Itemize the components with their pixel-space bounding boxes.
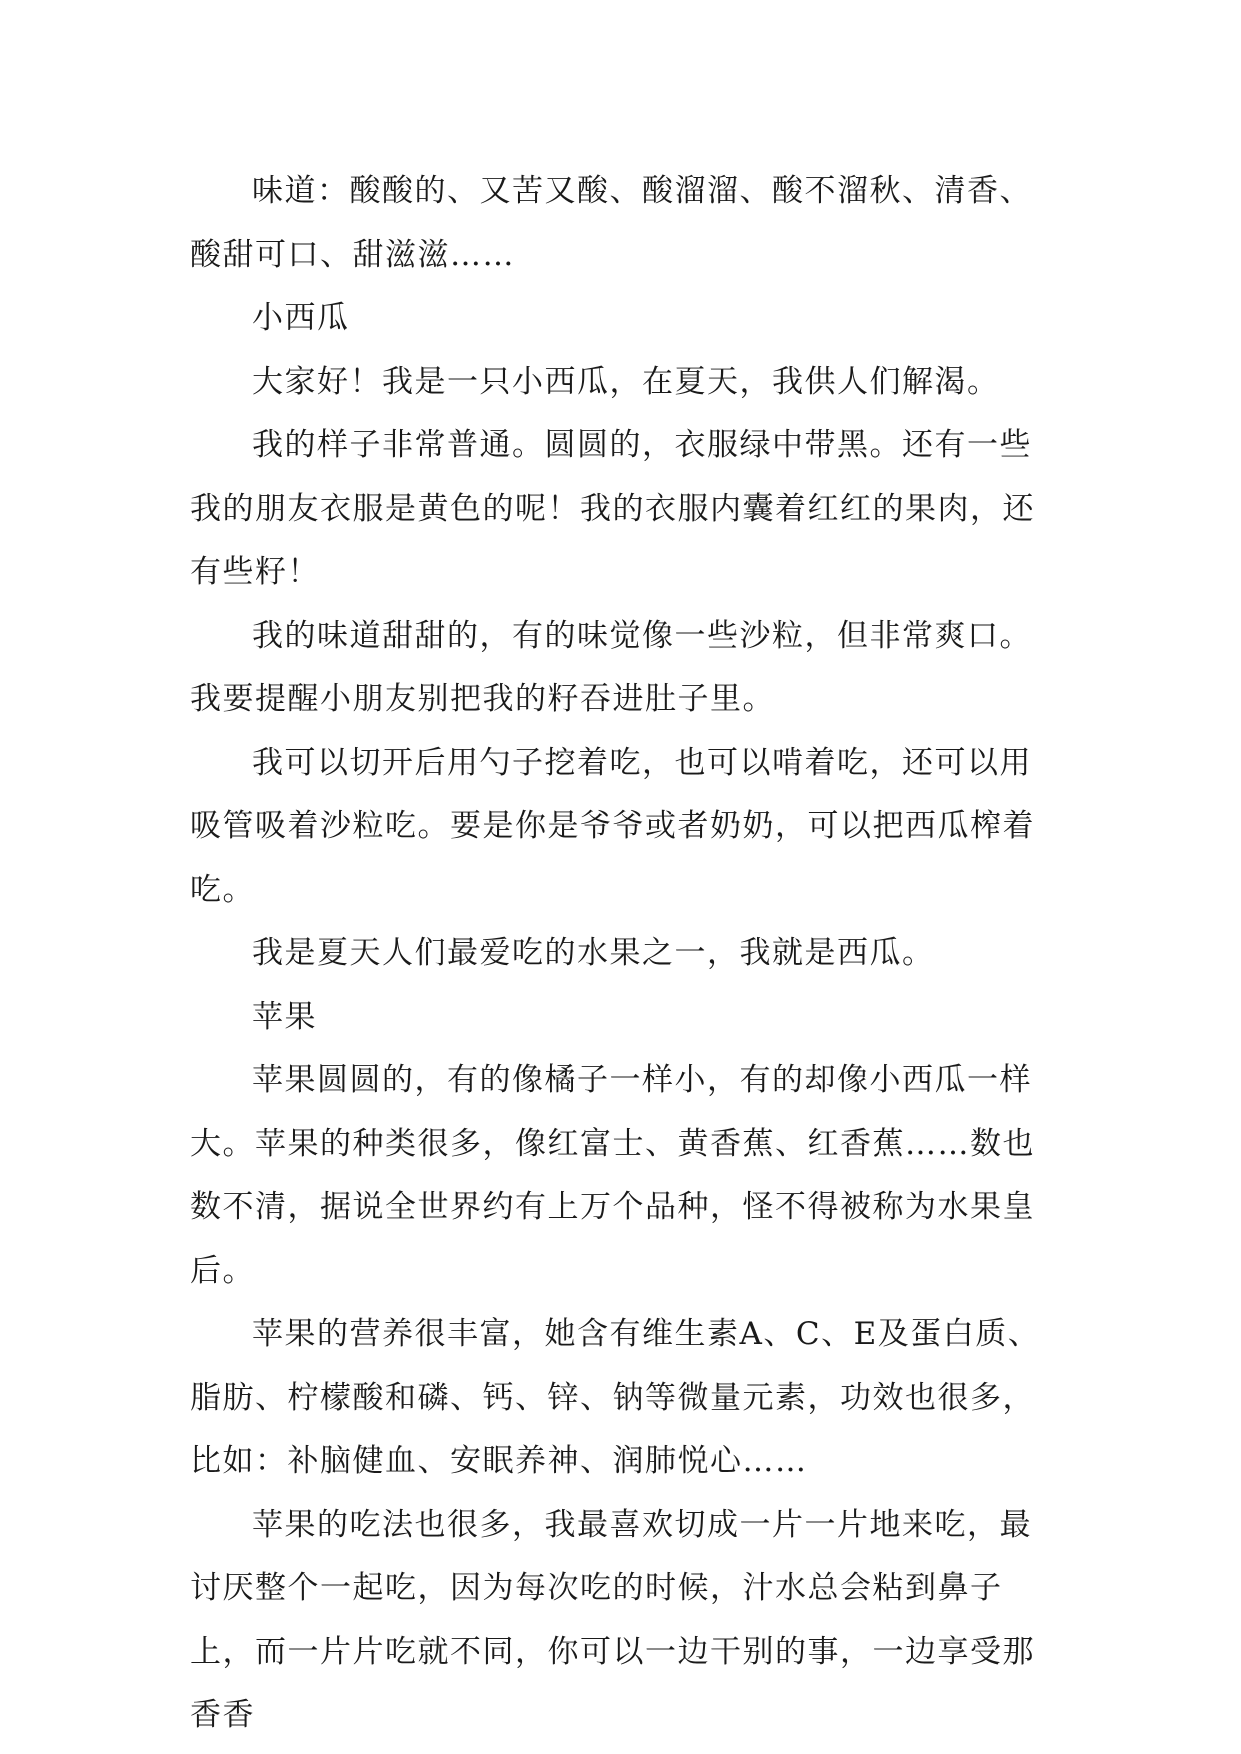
paragraph: 我的味道甜甜的，有的味觉像一些沙粒，但非常爽口。我要提醒小朋友别把我的籽吞进肚子里。 bbox=[190, 617, 1032, 717]
paragraph: 我的样子非常普通。圆圆的，衣服绿中带黑。还有一些我的朋友衣服是黄色的呢！我的衣服内囊着红红的果肉，还有些籽！ bbox=[190, 427, 1035, 590]
paragraph: 苹果的吃法也很多，我最喜欢切成一片一片地来吃，最讨厌整个一起吃，因为每次吃的时候，汁水总会粘到鼻子上，而一片片吃就不同，你可以一边干别的事，一边享受那香香 bbox=[190, 1506, 1035, 1733]
paragraph: 苹果圆圆的，有的像橘子一样小，有的却像小西瓜一样大。苹果的种类很多，像红富士、黄香蕉、红香蕉……数也数不清，据说全世界约有上万个品种，怪不得被称为水果皇后。 bbox=[190, 1062, 1035, 1289]
heading-apple: 苹果 bbox=[252, 998, 317, 1035]
paragraph-taste: 味道：酸酸的、又苦又酸、酸溜溜、酸不溜秋、清香、酸甜可口、甜滋滋…… bbox=[190, 173, 1032, 273]
document-body bbox=[190, 160, 1060, 1748]
paragraph: 苹果的营养很丰富，她含有维生素A、C、E及蛋白质、脂肪、柠檬酸和磷、钙、锌、钠等微量元素，功效也很多，比如：补脑健血、安眠养神、润肺悦心…… bbox=[190, 1316, 1041, 1479]
paragraph: 我可以切开后用勺子挖着吃，也可以啃着吃，还可以用吸管吸着沙粒吃。要是你是爷爷或者奶奶，可以把西瓜榨着吃。 bbox=[190, 744, 1035, 908]
paragraph: 我是夏天人们最爱吃的水果之一，我就是西瓜。 bbox=[252, 935, 935, 971]
heading-watermelon: 小西瓜 bbox=[252, 300, 350, 336]
paragraph: 大家好！我是一只小西瓜，在夏天，我供人们解渴。 bbox=[252, 363, 1000, 400]
